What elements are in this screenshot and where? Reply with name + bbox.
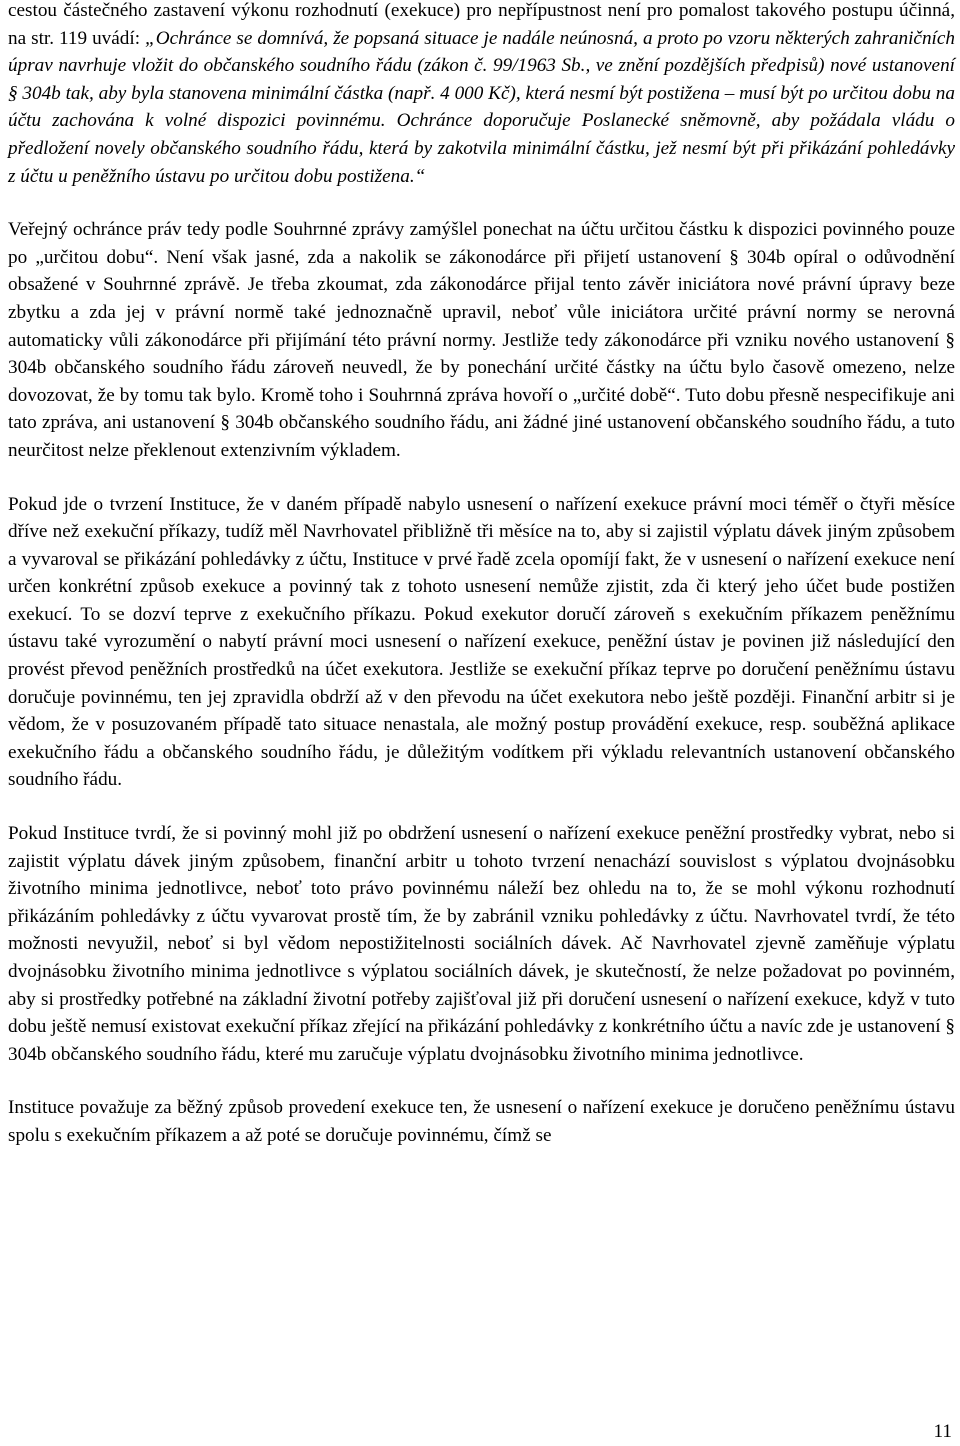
paragraph-2: Pokud jde o tvrzení Instituce, že v daném případě nabylo usnesení o nařízení exekuce právní moci téměř o čtyři měsíce dříve než exekuční příkazy, tudíž měl Navrhovatel přibližně tři měsíce na to, aby si zajistil výplatu dávek jiným způsobem a vyvaroval se přikázání pohledávky z účtu, Instituce v prvé řadě zcela opomíjí fakt, že v usnesení o nařízení exekuce není určen konkrétní způsob exekuce a povinný tak z tohoto usnesení nemůže zjistit, zda či který jeho účet bude postižen exekucí. To se dozví teprve z exekučního příkazu. Pokud exekutor doručí zároveň s exekučním příkazem peněžnímu ústavu také vyrozumění o nabytí právní moci usnesení o nařízení exekuce, peněžní ústav je povinen již následující den provést převod peněžních prostředků na účet exekutora. Jestliže se exekuční příkaz teprve po doručení peněžnímu ústavu doručuje povinnému, ten jej zpravidla obdrží až v den převodu na účet exekutora nebo ještě později. Finanční arbitr si je vědom, že v posuzovaném případě tato situace nenastala, ale možný postup provádění exekuce, resp. souběžná aplikace exekučního řádu a občanského soudního řádu, je důležitým vodítkem při výkladu relevantních ustanovení občanského soudního řádu.	[8, 493, 955, 791]
page-number: 11	[933, 1421, 952, 1442]
paragraph-3: Pokud Instituce tvrdí, že si povinný mohl již po obdržení usnesení o nařízení exekuce peněžní prostředky vybrat, nebo si zajistit výplatu dávek jiným způsobem, finanční arbitr u tohoto tvrzení nenachází souvislost s výplatou dvojnásobku životního minima jednotlivce, neboť toto právo povinnému náleží bez ohledu na to, že se mohl výkonu rozhodnutí přikázáním pohledávky z účtu vyvarovat prostě tím, že by zabránil vzniku pohledávky z účtu. Navrhovatel tvrdí, že této možnosti nevyužil, neboť si byl vědom nepostižitelnosti sociálních dávek. Ač Navrhovatel zjevně zaměňuje výplatu dvojnásobku životního minima jednotlivce s výplatou sociálních dávek, je skutečností, že nelze požadovat po povinném, aby si prostředky potřebné na základní životní potřeby zajišťoval již při doručení usnesení o nařízení exekuce, když v tuto dobu ještě nemusí existovat exekuční příkaz zřející na přikázání pohledávky z konkrétního účtu a navíc zde je ustanovení § 304b občanského soudního řádu, které mu zaručuje výplatu dvojnásobku životního minima jednotlivce.	[8, 823, 955, 1065]
quote-paragraph	[8, 0, 955, 190]
paragraph-4: Instituce považuje za běžný způsob provedení exekuce ten, že usnesení o nařízení exekuce je doručeno peněžnímu ústavu spolu s exekučním příkazem a až poté se doručuje povinnému, čímž se	[8, 1097, 955, 1146]
paragraph-1: Veřejný ochránce práv tedy podle Souhrnné zprávy zamýšlel ponechat na účtu určitou částku k dispozici povinného pouze po „určitou dobu“. Není však jasné, zda a nakolik se zákonodárce při přijetí ustanovení § 304b opíral o odůvodnění obsažené v Souhrnné zprávě. Je třeba zkoumat, zda zákonodárce přijal tento závěr iniciátora nové právní úpravy beze zbytku a zda jej v právní normě také jednoznačně upravil, neboť vůle iniciátora určité právní normy se nerovná automaticky vůli zákonodárce při přijímání této právní normy. Jestliže tedy zákonodárce při vzniku nového ustanovení § 304b občanského soudního řádu zároveň neuvedl, že by ponechání určité částky na účtu bylo časově omezeno, nelze dovozovat, že by tomu tak bylo. Kromě toho i Souhrnná zpráva hovoří o „určité době“. Tuto dobu přesně nespecifikuje ani tato zpráva, ani ustanovení § 304b občanského soudního řádu, ani žádné jiné ustanovení občanského soudního řádu, a tuto neurčitost nelze překlenout extenzivním výkladem.	[8, 219, 955, 461]
document-page	[8, 0, 955, 1150]
quote-italic-text: „Ochránce se domnívá, že popsaná situace je nadále neúnosná, a proto po vzoru některých zahraničních úprav navrhuje vložit do občanského soudního řádu (zákon č. 99/1963 Sb., ve znění pozdějších předpisů) nové ustanovení § 304b tak, aby byla stanovena minimální částka (např. 4 000 Kč), která nesmí být postižena – musí být po určitou dobu na účtu zachována k volné dispozici povinnému. Ochránce doporučuje Poslanecké sněmovně, aby požádala vládu o předložení novely občanského soudního řádu, která by zakotvila minimální částku, jež nesmí být při přikázání pohledávky z účtu u peněžního ústavu po určitou dobu postižena.“	[8, 27, 955, 187]
quote-intro-text: cestou částečného zastavení výkonu rozhodnutí (exekuce) pro nepřípustnost není pro pomalost takového postupu účinná, na str. 119 uvádí:	[8, 0, 955, 49]
